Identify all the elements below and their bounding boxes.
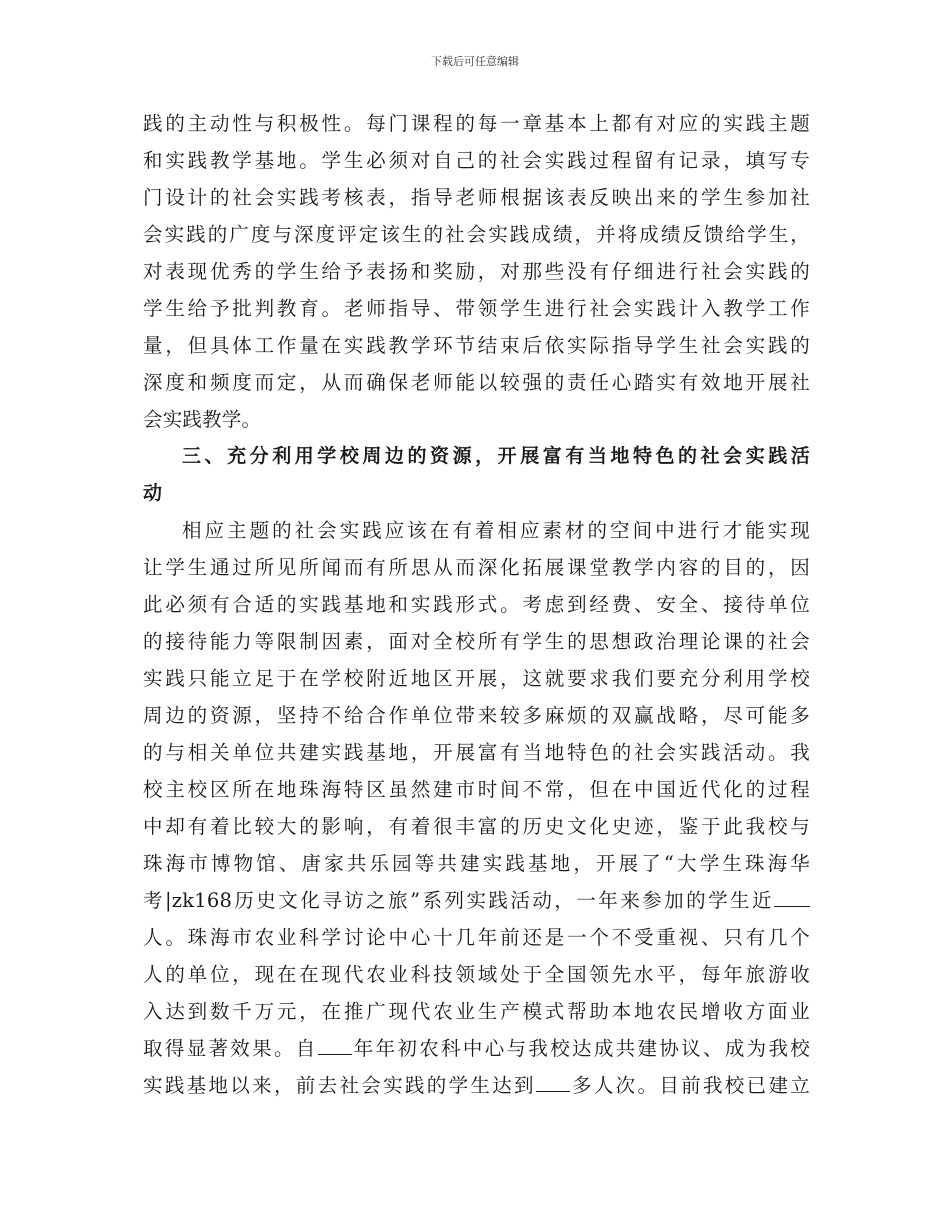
text-line: 让学生通过所见所闻而有所思从而深化拓展课堂教学内容的目的，因 (143, 556, 810, 579)
text-line (143, 882, 810, 919)
section-heading (143, 438, 810, 512)
page-header: 下载后可任意编辑 (431, 55, 519, 68)
text-line: 人。珠海市农业科学讨论中心十几年前还是一个不受重视、只有几个 (143, 926, 810, 949)
text-segment: 考|zk168历史文化寻访之旅”系列实践活动，一年来参加的学生近 (143, 889, 774, 912)
text-segment: 实践基地以来，前去社会实践的学生达到 (143, 1074, 536, 1097)
fill-in-blank (536, 1071, 570, 1092)
text-line: 会实践的广度与深度评定该生的社会实践成绩，并将成绩反馈给学生， (143, 223, 810, 246)
text-line: 相应主题的社会实践应该在有着相应素材的空间中进行才能实现 (182, 519, 810, 542)
text-line: 实践只能立足于在学校附近地区开展，这就要求我们要充分利用学校 (143, 667, 810, 690)
text-line: 的接待能力等限制因素，面对全校所有学生的思想政治理论课的社会 (143, 630, 810, 653)
text-line: 中却有着比较大的影响，有着很丰富的历史文化史迹，鉴于此我校与 (143, 815, 810, 838)
text-line: 量，但具体工作量在实践教学环节结束后依实际指导学生社会实践的 (143, 334, 810, 357)
text-line: 对表现优秀的学生给予表扬和奖励，对那些没有仔细进行社会实践的 (143, 260, 810, 283)
text-line: 会实践教学。 (143, 408, 262, 431)
text-line: 珠海市博物馆、唐家共乐园等共建实践基地，开展了“大学生珠海华 (143, 852, 810, 875)
text-line: 门设计的社会实践考核表，指导老师根据该表反映出来的学生参加社 (143, 186, 810, 209)
fill-in-blank (318, 1034, 352, 1055)
text-line: 和实践教学基地。学生必须对自己的社会实践过程留有记录，填写专 (143, 149, 810, 172)
text-line: 此必须有合适的实践基地和实践形式。考虑到经费、安全、接待单位 (143, 593, 810, 616)
fill-in-blank (774, 886, 810, 907)
text-line: 的与相关单位共建实践基地，开展富有当地特色的社会实践活动。我 (143, 741, 810, 764)
paragraph-continued (143, 105, 810, 438)
text-line (143, 1067, 810, 1104)
paragraph-main (143, 512, 810, 1104)
text-line: 校主校区所在地珠海特区虽然建市时间不常，但在中国近代化的过程 (143, 778, 810, 801)
document-body (143, 105, 810, 1104)
section-heading-line: 动 (143, 482, 163, 504)
text-line: 人的单位，现在在现代农业科技领域处于全国领先水平，每年旅游收 (143, 963, 810, 986)
text-line: 入达到数千万元，在推广现代农业生产模式帮助本地农民增收方面业 (143, 1000, 810, 1023)
text-segment: 多人次。目前我校已建立 (569, 1074, 810, 1097)
text-segment: 年年初农科中心与我校达成共建协议、成为我校 (351, 1037, 810, 1060)
text-line: 践的主动性与积极性。每门课程的每一章基本上都有对应的实践主题 (143, 112, 810, 135)
text-line: 学生给予批判教育。老师指导、带领学生进行社会实践计入教学工作 (143, 297, 810, 320)
text-segment: 取得显著效果。自 (143, 1037, 318, 1060)
text-line: 深度和频度而定，从而确保老师能以较强的责任心踏实有效地开展社 (143, 371, 810, 394)
text-line (143, 1030, 810, 1067)
text-line: 周边的资源，坚持不给合作单位带来较多麻烦的双赢战略，尽可能多 (143, 704, 810, 727)
section-heading-line: 三、充分利用学校周边的资源，开展富有当地特色的社会实践活 (182, 445, 810, 467)
